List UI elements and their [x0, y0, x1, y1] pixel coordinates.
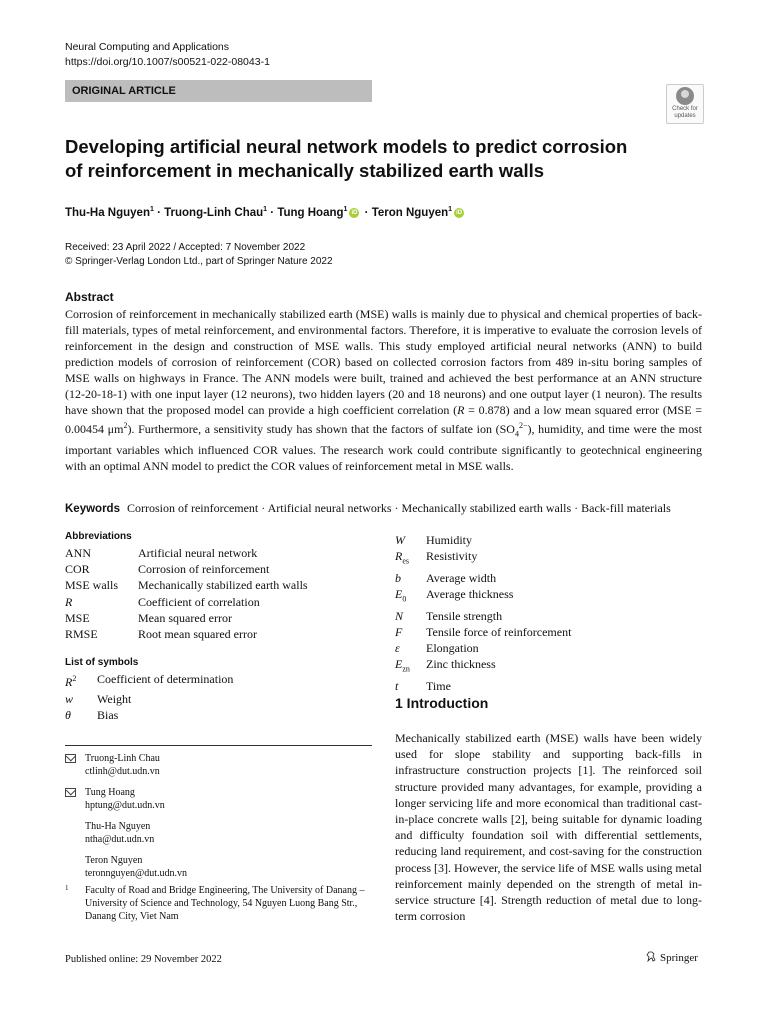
check-updates-line2: updates [674, 113, 696, 119]
symbol-definition: Tensile strength [426, 608, 503, 623]
symbol-row [395, 624, 571, 640]
abbreviations-heading: Abbreviations [65, 531, 132, 542]
symbol-row [65, 707, 233, 724]
introduction-heading: 1 Introduction [395, 695, 489, 711]
envelope-icon [65, 754, 76, 763]
symbol-row [395, 570, 571, 586]
abbreviation-row [65, 561, 308, 577]
author-name[interactable]: Thu-Ha Nguyen [65, 206, 150, 219]
contact-email[interactable]: ctlinh@dut.udn.vn [85, 766, 160, 777]
intro-part: ]. The reinforced soil structure provided many advantages, for example, providing a longer servicing life and more economical than traditional cast-in-place concrete walls [ [395, 763, 703, 827]
abstract-symbol: R [457, 403, 465, 417]
symbol-term: t [395, 678, 399, 693]
abbreviation-definition: Coefficient of correlation [138, 594, 260, 609]
intro-part: ]. Strength reduction of metal due to long-term corrosion [395, 893, 702, 924]
abbreviations-list [65, 545, 308, 642]
abbreviation-term: R [65, 594, 73, 609]
envelope-icon [65, 788, 76, 797]
author-separator: · [157, 206, 161, 219]
author-name[interactable]: Teron Nguyen [371, 206, 449, 219]
abbreviation-term: RMSE [65, 627, 98, 642]
contact-email[interactable]: teronnguyen@dut.udn.vn [85, 868, 187, 879]
abbreviation-row [65, 545, 308, 561]
author-affiliation-mark: 1 [149, 206, 154, 213]
author-separator: · [270, 206, 275, 219]
abbreviation-row [65, 610, 308, 626]
symbol-definition: Coefficient of determination [97, 672, 234, 686]
contact-name: Truong-Linh Chau [85, 753, 160, 764]
received-accepted: Received: 23 April 2022 / Accepted: 7 November 2022 [65, 242, 306, 253]
contact-list [65, 752, 372, 888]
abbreviation-definition: Artificial neural network [138, 546, 258, 560]
author-name[interactable]: Truong-Linh Chau [164, 206, 264, 219]
doi-link[interactable]: https://doi.org/10.1007/s00521-022-08043-1 [65, 56, 270, 68]
symbols-list [65, 671, 233, 724]
symbol-definition: Average thickness [426, 587, 514, 601]
copyright: © Springer-Verlag London Ltd., part of Springer Nature 2022 [65, 256, 333, 267]
title-line-1: Developing artificial neural network models to predict corrosion [65, 136, 628, 157]
contact-entry [65, 820, 372, 846]
symbol-definition: Resistivity [426, 549, 478, 564]
citation-link[interactable]: 2 [514, 812, 521, 827]
affiliation-number: 1 [65, 884, 69, 892]
symbol-term: W [395, 533, 405, 547]
affiliation [65, 884, 372, 923]
symbol-definition: Weight [97, 691, 132, 706]
symbol-definition: Elongation [426, 641, 479, 655]
abbreviation-term: MSE [65, 610, 90, 625]
abstract-part: Corrosion of reinforcement in mechanically stabilized earth (MSE) walls is mainly due to physical and chemical properties of back-fill materials, types of metal reinforcement, and environmental factors. Therefore, it is imperative to evaluate the corrosion levels of reinforcement in the design and construction of MSE walls. This study employed artificial neural networks (ANN) to build prediction models of corrosion of reinforcement (COR) based on collected corrosion factors from 489 in-situ boring samples of MSE walls on highways in France. The ANN models were built, trained and achieved the best performance at an ANN structure (12-20-18-1) with one input layer (12 neurons), two hidden layers (20 and 18 neurons) and one output layer (1 neuron). The results have shown that the proposed model can provide a high coefficient correlation ( [65, 307, 702, 417]
journal-header [65, 40, 270, 70]
symbol-term: ε [395, 641, 400, 655]
author-list [65, 202, 466, 221]
keywords-text: Corrosion of reinforcement · Artificial neural networks · Mechanically stabilized earth walls · Back-fill materials [126, 501, 671, 515]
symbol-definition: Zinc thickness [426, 657, 496, 672]
abbreviation-definition: Root mean squared error [138, 627, 257, 642]
symbol-definition: Average width [426, 570, 497, 585]
symbol-definition: Humidity [426, 533, 473, 547]
abstract-superscript: 2 [123, 421, 128, 430]
symbol-row [395, 640, 571, 656]
symbol-letter: E [395, 657, 403, 672]
contact-entry [65, 786, 372, 812]
right-symbols-list [395, 532, 571, 694]
symbols-heading: List of symbols [65, 657, 139, 668]
footnote-divider [65, 745, 372, 746]
journal-name: Neural Computing and Applications [65, 41, 230, 53]
publisher-name: Springer [660, 952, 698, 964]
symbol-definition: Time [426, 678, 451, 693]
keywords-label: Keywords [65, 503, 120, 515]
abstract-part: ). Furthermore, a sensitivity study has shown that the factors of sulfate ion (SO [127, 422, 515, 436]
citation-link[interactable]: 3 [438, 860, 445, 875]
orcid-icon[interactable]: iD [351, 209, 358, 216]
intro-part: ]. However, the service life of MSE walls using metal reinforcement mainly depended on the strength of metal in-service structure [ [395, 860, 702, 908]
symbol-term: b [395, 570, 401, 585]
abbreviation-row [65, 626, 308, 642]
author-affiliation-mark: 1 [343, 206, 348, 213]
keywords [65, 500, 705, 517]
symbol-term: N [395, 608, 404, 623]
citation-link[interactable]: 1 [582, 763, 589, 778]
abbreviation-row [65, 577, 308, 593]
abstract-part: ), humidity, and time were the most important variables which influenced COR values. The research work could contribute significantly to geotechnical engineering with an optimal ANN model to predict the COR values of reinforcement metal in MSE walls. [65, 422, 702, 474]
symbol-subscript: zn [402, 664, 410, 674]
contact-entry [65, 752, 372, 778]
contact-name: Thu-Ha Nguyen [85, 821, 151, 832]
symbol-term: F [395, 624, 403, 639]
article-type-banner: ORIGINAL ARTICLE [65, 80, 372, 102]
abstract-superscript: 2− [518, 421, 528, 430]
symbol-letter: E [395, 587, 403, 601]
symbol-row [395, 608, 571, 624]
abstract-part: = 0.878) and a low mean squared error (MSE = 0.00454 μm [65, 403, 702, 436]
symbol-term [395, 586, 426, 608]
abstract-heading: Abstract [65, 290, 114, 304]
abbreviation-definition: Corrosion of reinforcement [138, 562, 270, 577]
intro-part: ], being suitable for dynamic loading and difficulty foundation soil with differential settlements, reducing land requirement, and cost-saving for the construction process [ [395, 812, 702, 875]
abbreviation-term: MSE walls [65, 578, 119, 593]
published-date: Published online: 29 November 2022 [65, 954, 222, 965]
symbol-term [65, 671, 97, 691]
author-name[interactable]: Tung Hoang [277, 206, 344, 219]
contact-email[interactable]: hptung@dut.udn.vn [85, 800, 165, 811]
symbol-letter: R [395, 549, 403, 564]
article-dates [65, 241, 333, 269]
abstract-text [65, 306, 702, 474]
abbreviation-term: ANN [65, 546, 91, 560]
orcid-icon[interactable]: iD [456, 209, 463, 216]
symbol-definition: Bias [97, 708, 119, 722]
introduction-text [395, 730, 702, 924]
symbol-term: θ [65, 708, 71, 722]
springer-horse-icon [646, 951, 656, 962]
publisher-logo[interactable] [646, 951, 698, 964]
author-affiliation-mark: 1 [263, 206, 268, 213]
affiliation-text: Faculty of Road and Bridge Engineering, The University of Danang – University of Science and Technology, 54 Nguyen Luong Bang Str., Danang City, Viet Nam [85, 885, 365, 922]
title-line-2: of reinforcement in mechanically stabilized earth walls [65, 160, 545, 181]
check-updates-line1: Check for [672, 106, 698, 112]
article-title [65, 135, 665, 183]
author-separator: · [364, 206, 369, 219]
contact-name: Teron Nguyen [85, 855, 143, 866]
symbol-term [395, 656, 426, 678]
symbol-row [395, 532, 571, 548]
check-updates-icon [676, 87, 694, 105]
intro-part: Mechanically stabilized earth (MSE) walls have been widely used for slope stability and supporting back-fills in infrastructure construction projects [ [395, 731, 702, 778]
symbol-row [65, 671, 233, 691]
abstract-subscript: 4 [514, 429, 519, 439]
symbol-row [65, 691, 233, 708]
citation-link[interactable]: 4 [483, 893, 490, 908]
abbreviation-term: COR [65, 562, 90, 577]
abbreviation-definition: Mean squared error [138, 610, 232, 625]
symbol-subscript: 0 [402, 594, 407, 604]
contact-entry [65, 854, 372, 880]
symbol-subscript: es [402, 556, 410, 566]
contact-email[interactable]: ntha@dut.udn.vn [85, 834, 155, 845]
symbol-row [395, 678, 571, 694]
symbol-superscript: 2 [72, 674, 77, 683]
abbreviation-definition: Mechanically stabilized earth walls [138, 578, 308, 593]
abbreviation-row [65, 594, 308, 610]
symbol-row [395, 586, 571, 608]
author-affiliation-mark: 1 [448, 206, 453, 213]
contact-name: Tung Hoang [85, 787, 135, 798]
symbol-definition: Tensile force of reinforcement [426, 624, 572, 639]
symbol-row [395, 548, 571, 570]
check-updates-badge[interactable] [666, 84, 704, 124]
symbol-term: w [65, 691, 74, 706]
symbol-term [395, 548, 426, 570]
symbol-letter: R [65, 675, 73, 689]
symbol-row [395, 656, 571, 678]
